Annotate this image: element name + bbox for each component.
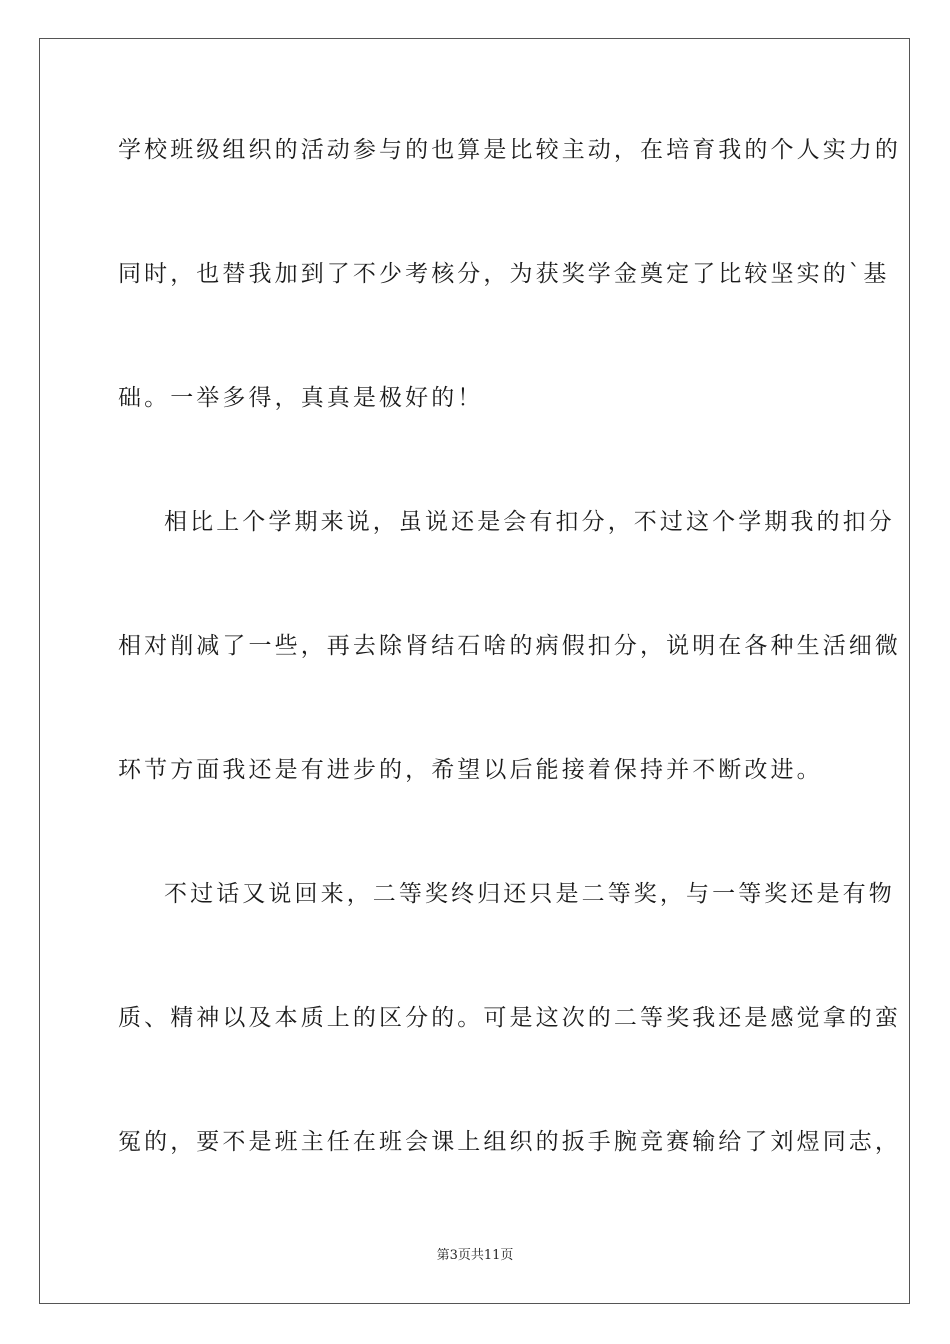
body-text-line: 质、精神以及本质上的区分的。可是这次的二等奖我还是感觉拿的蛮: [118, 1005, 901, 1031]
current-page-number: 第3页: [436, 1248, 471, 1263]
body-text-line: 相对削减了一些，再去除肾结石啥的病假扣分，说明在各种生活细微: [118, 633, 901, 659]
body-text-line: 础。一举多得，真真是极好的！: [118, 385, 484, 411]
body-text-line: 冤的，要不是班主任在班会课上组织的扳手腕竞赛输给了刘煜同志，: [118, 1129, 901, 1155]
page-footer: [0, 1247, 950, 1265]
paragraph-start-line: 不过话又说回来，二等奖终归还只是二等奖，与一等奖还是有物: [164, 881, 895, 907]
page-frame: [39, 38, 910, 1304]
total-pages: 共11页: [470, 1248, 514, 1263]
body-text-line: 学校班级组织的活动参与的也算是比较主动，在培育我的个人实力的: [118, 137, 901, 163]
paragraph-start-line: 相比上个学期来说，虽说还是会有扣分，不过这个学期我的扣分: [164, 509, 895, 535]
body-text-line: 环节方面我还是有进步的，希望以后能接着保持并不断改进。: [118, 757, 823, 783]
body-text-line: 同时，也替我加到了不少考核分，为获奖学金奠定了比较坚实的`基: [118, 261, 890, 287]
